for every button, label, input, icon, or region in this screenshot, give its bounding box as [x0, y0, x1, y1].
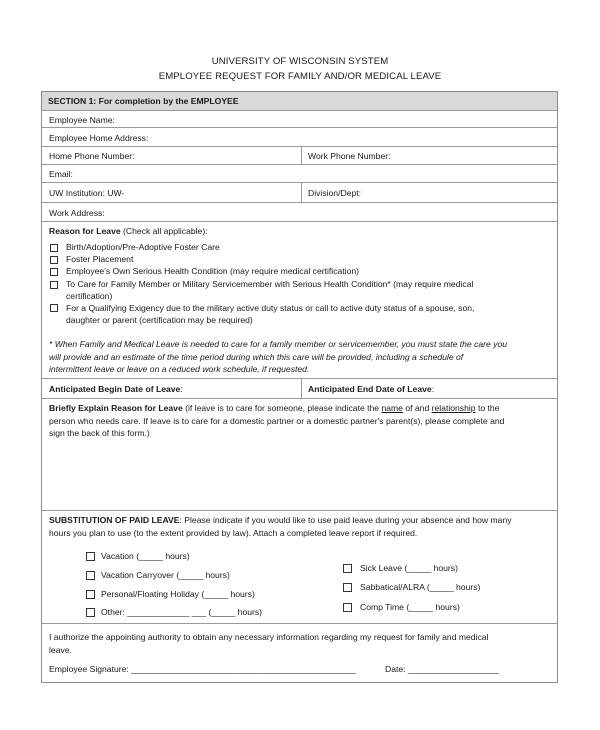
column-divider [301, 183, 302, 203]
checkbox-vacation-carryover[interactable] [86, 571, 95, 580]
section1-header [42, 92, 557, 111]
checkbox-comp-time[interactable] [343, 603, 352, 612]
option-vacation-carryover: Vacation Carryover (_____ hours) [101, 570, 230, 580]
column-divider [301, 147, 302, 165]
checkbox-other[interactable] [86, 608, 95, 617]
phone-row [42, 147, 557, 165]
reason-for-leave-section [42, 222, 557, 379]
email-row[interactable] [42, 165, 557, 183]
option-vacation: Vacation (_____ hours) [101, 551, 190, 561]
option-qualifying-exigency-cont: daughter or parent (certification may be required) [66, 315, 253, 325]
explain-heading: Briefly Explain Reason for Leave [49, 403, 183, 413]
substitution-text [49, 514, 512, 539]
footnote-line2: will provide and an estimate of the time period during which this care will be provided, including a schedule of [49, 351, 464, 362]
substitution-line1-rest: : Please indicate if you would like to use paid leave during your absence and how many [179, 515, 512, 525]
explain-text-a: (if leave is to care for someone, please indicate the [182, 403, 382, 413]
option-birth-adoption: Birth/Adoption/Pre-Adoptive Foster Care [66, 242, 220, 252]
employee-name-row[interactable] [42, 111, 557, 128]
substitution-section [42, 511, 557, 624]
authorization-line1: I authorize the appointing authority to obtain any necessary information regarding my request for family and medical [49, 632, 489, 642]
substitution-line1 [49, 514, 512, 527]
email-label: Email: [49, 169, 73, 179]
work-address-row[interactable] [42, 203, 557, 222]
explain-relationship-word: relationship [431, 403, 476, 413]
reason-heading-note: (Check all applicable): [120, 226, 208, 236]
home-phone-label[interactable]: Home Phone Number: [49, 151, 135, 161]
option-comp-time: Comp Time (_____ hours) [360, 602, 460, 612]
substitution-heading: SUBSTITUTION OF PAID LEAVE [49, 515, 180, 525]
checkbox-sabbatical[interactable] [343, 583, 352, 592]
division-label[interactable]: Division/Dept: [308, 188, 362, 198]
authorization-section [42, 624, 557, 684]
uw-institution-label[interactable]: UW Institution: UW- [49, 188, 125, 198]
reason-heading [49, 226, 208, 237]
option-care-family-cont: certification) [66, 291, 113, 301]
work-phone-label[interactable]: Work Phone Number: [308, 151, 391, 161]
checkbox-personal-holiday[interactable] [86, 590, 95, 599]
work-address-label: Work Address: [49, 208, 105, 218]
explain-reason-section[interactable] [42, 399, 557, 511]
explain-line2: person who needs care. If leave is to care for a domestic partner or a domestic partner's parent(s), please complete and [49, 415, 505, 426]
checkbox-care-family[interactable] [50, 281, 58, 289]
checkbox-sick-leave[interactable] [343, 564, 352, 573]
checkbox-vacation[interactable] [86, 552, 95, 561]
document-title-line2: EMPLOYEE REQUEST FOR FAMILY AND/OR MEDICAL LEAVE [158, 71, 442, 82]
reason-heading-bold: Reason for Leave [49, 226, 121, 236]
employee-signature-field[interactable]: Employee Signature: _______________________________________________ [49, 664, 356, 674]
checkbox-own-health[interactable] [50, 268, 58, 276]
dates-row [42, 379, 557, 399]
explain-text-c: to the [475, 403, 500, 413]
footnote [49, 338, 507, 376]
option-other: Other: _____________ ___ (_____ hours) [101, 607, 263, 617]
explain-text-b: of and [402, 403, 432, 413]
option-care-family: To Care for Family Member or Military Servicemember with Serious Health Condition* (may require medical [66, 279, 474, 289]
home-address-row[interactable] [42, 128, 557, 147]
option-foster-placement: Foster Placement [66, 254, 134, 264]
option-sick-leave: Sick Leave (_____ hours) [360, 563, 458, 573]
column-divider [301, 379, 302, 399]
explain-line3: sign the back of this form.) [49, 428, 150, 438]
begin-date-text: Anticipated Begin Date of Leave [49, 384, 181, 394]
end-date-label[interactable] [308, 384, 434, 395]
end-date-text: Anticipated End Date of Leave [308, 384, 432, 394]
employee-name-label: Employee Name: [49, 115, 115, 125]
authorization-line2: leave. [49, 644, 72, 655]
begin-date-label[interactable] [49, 384, 183, 395]
explain-reason-text [49, 402, 504, 440]
footnote-line3: intermittent leave or leave on a reduced work schedule, if requested. [49, 364, 310, 374]
checkbox-foster-placement[interactable] [50, 256, 58, 264]
home-address-label: Employee Home Address: [49, 133, 149, 143]
option-own-health: Employee's Own Serious Health Condition (may require medical certification) [66, 266, 359, 276]
explain-line1 [49, 402, 504, 415]
option-sabbatical: Sabbatical/ALRA (_____ hours) [360, 582, 481, 592]
section1-label: SECTION 1: For completion by the EMPLOYEE [48, 96, 239, 106]
checkbox-birth-adoption[interactable] [50, 244, 58, 252]
substitution-line2: hours you plan to use (to the extent provided by law). Attach a completed leave report if required. [49, 527, 418, 538]
authorization-text [49, 631, 488, 656]
institution-row [42, 183, 557, 203]
footnote-line1: * When Family and Medical Leave is needed to care for a family member or servicemember, you must state the care you [49, 339, 508, 349]
explain-name-word: name [381, 403, 403, 413]
option-qualifying-exigency: For a Qualifying Exigency due to the military active duty status or call to active duty status of a spouse, son, [66, 303, 475, 313]
end-date-colon: : [431, 384, 435, 394]
leave-request-form [41, 91, 558, 683]
document-title-line1: UNIVERSITY OF WISCONSIN SYSTEM [211, 56, 389, 67]
option-personal-holiday: Personal/Floating Holiday (_____ hours) [101, 589, 255, 599]
date-field[interactable]: Date: ___________________ [385, 664, 499, 674]
checkbox-qualifying-exigency[interactable] [50, 304, 58, 312]
begin-date-colon: : [180, 384, 183, 394]
